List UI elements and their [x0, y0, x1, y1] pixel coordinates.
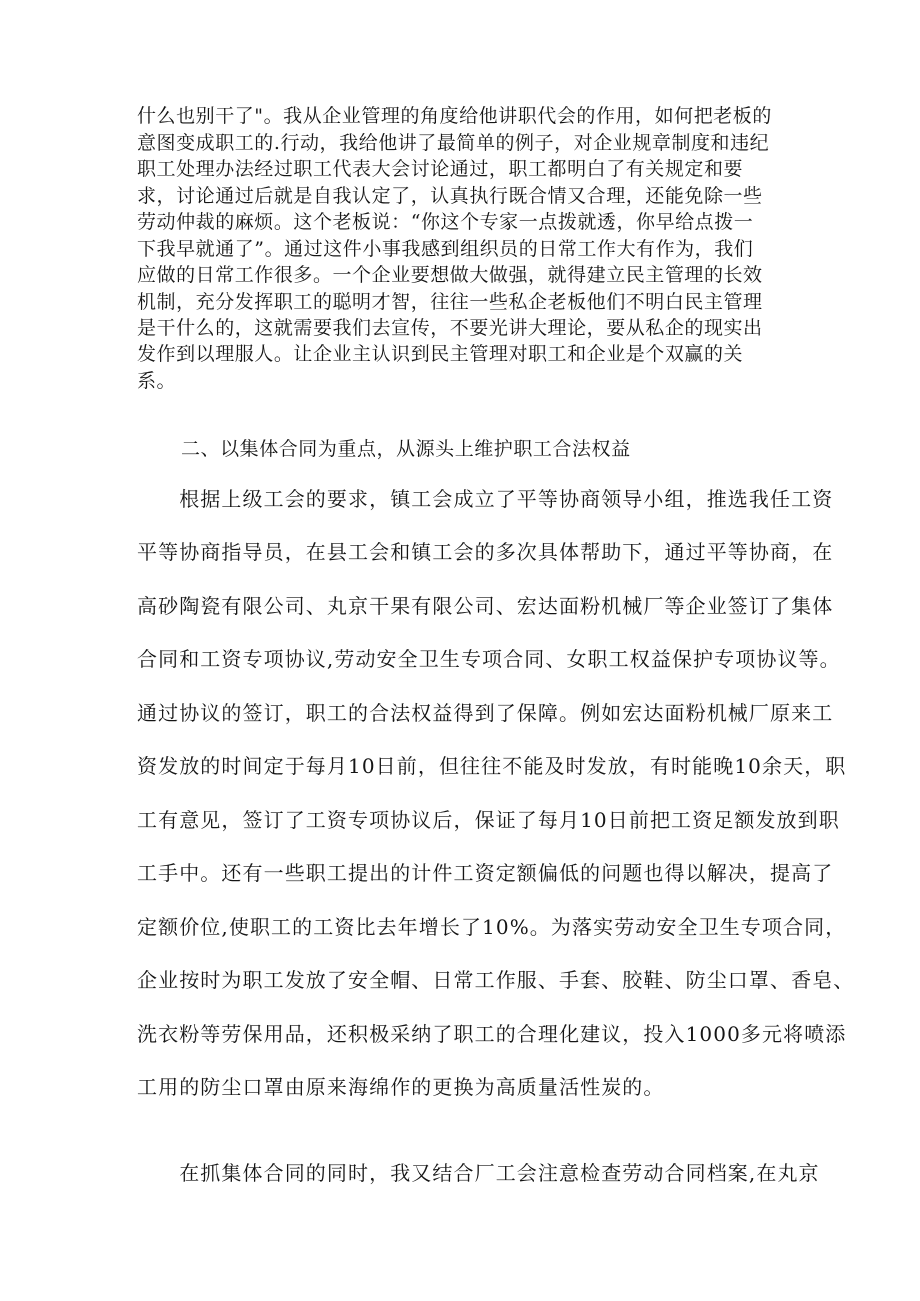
- paragraph-1-line: 求，讨论通过后就是自我认定了，认真执行既合情又合理，还能免除一些: [137, 185, 763, 207]
- paragraph-2-line: 企业按时为职工发放了安全帽、日常工作服、手套、胶鞋、防尘口罩、香皂、: [137, 968, 855, 992]
- paragraph-2-line: 工有意见，签订了工资专项协议后，保证了每月10日前把工资足额发放到职: [137, 808, 840, 832]
- paragraph-1-line: 发作到以理服人。让企业主认识到民主管理对职工和企业是个双赢的关: [137, 343, 744, 365]
- paragraph-2-line: 资发放的时间定于每月10日前，但往往不能及时发放，有时能晚10余天，职: [137, 754, 847, 778]
- section-heading: 二、以集体合同为重点，从源头上维护职工合法权益: [181, 438, 631, 460]
- paragraph-2-line: 根据上级工会的要求，镇工会成立了平等协商领导小组，推选我任工资: [137, 487, 834, 511]
- paragraph-2-line: 定额价位,使职工的工资比去年增长了10%。为落实劳动安全卫生专项合同，: [137, 915, 847, 939]
- paragraph-1-line: 系。: [137, 370, 177, 392]
- paragraph-1-line: 意图变成职工的.行动，我给他讲了最简单的例子，对企业规章制度和违纪: [137, 132, 770, 154]
- paragraph-1-line: 下我早就通了”。通过这件小事我感到组织员的日常工作大有作为，我们: [137, 238, 754, 260]
- paragraph-1-line: 职工处理办法经过职工代表大会讨论通过，职工都明白了有关规定和要: [137, 158, 744, 180]
- paragraph-2-line: 工用的防尘口罩由原来海绵作的更换为高质量活性炭的。: [137, 1075, 665, 1099]
- paragraph-1-line: 是干什么的，这就需要我们去宣传，不要光讲大理论，要从私企的现实出: [137, 317, 763, 339]
- paragraph-1-line: 应做的日常工作很多。一个企业要想做大做强，就得建立民主管理的长效: [137, 264, 763, 286]
- paragraph-2-line: 通过协议的签订，职工的合法权益得到了保障。例如宏达面粉机械厂原来工: [137, 701, 834, 725]
- paragraph-2-line: 合同和工资专项协议,劳动安全卫生专项合同、女职工权益保护专项协议等。: [137, 647, 841, 671]
- paragraph-1-line: 机制，充分发挥职工的聪明才智，往往一些私企老板他们不明白民主管理: [137, 291, 763, 313]
- paragraph-2-line: 平等协商指导员，在县工会和镇工会的多次具体帮助下，通过平等协商，在: [137, 540, 834, 564]
- paragraph-2-line: 工手中。还有一些职工提出的计件工资定额偏低的问题也得以解决，提高了: [137, 861, 834, 885]
- paragraph-2-line: 洗衣粉等劳保用品，还积极采纳了职工的合理化建议，投入1000多元将喷添: [137, 1022, 847, 1046]
- paragraph-1-line: 劳动仲裁的麻烦。这个老板说：“你这个专家一点拨就透，你早给点拨一: [137, 211, 754, 233]
- paragraph-1-line: 什么也别干了"。我从企业管理的角度给他讲职代会的作用，如何把老板的: [137, 105, 772, 127]
- paragraph-3-line: 在抓集体合同的同时，我又结合厂工会注意检查劳动合同档案,在丸京: [137, 1161, 820, 1185]
- paragraph-2-line: 高砂陶瓷有限公司、丸京干果有限公司、宏达面粉机械厂等企业签订了集体: [137, 594, 834, 618]
